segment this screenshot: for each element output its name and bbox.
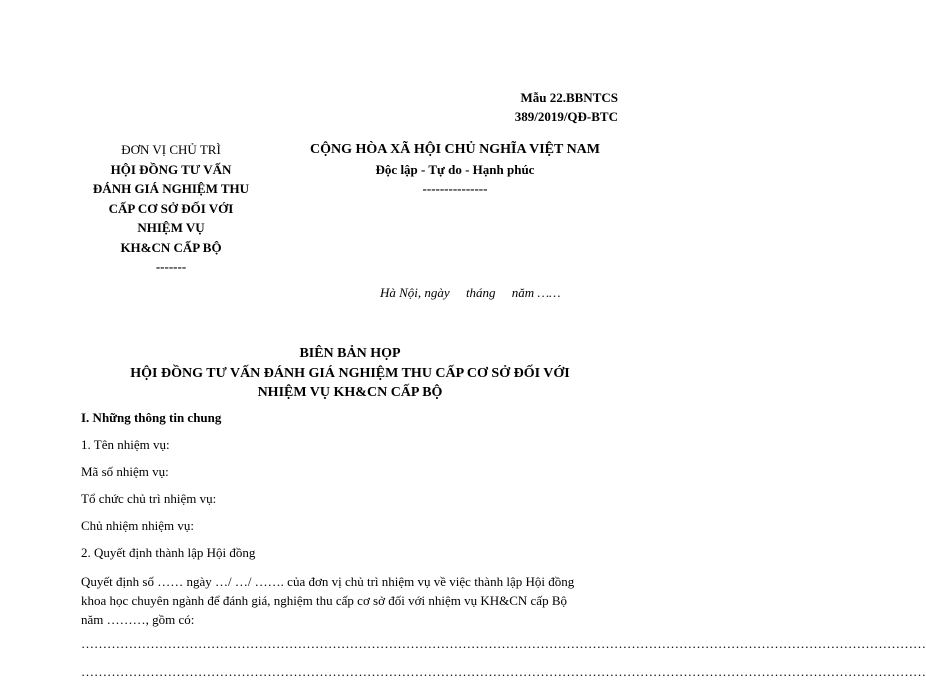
item-task-leader: Chủ nhiệm nhiệm vụ: bbox=[81, 518, 195, 533]
document-title-line3: NHIỆM VỤ KH&CN CẤP BỘ bbox=[257, 385, 443, 400]
document-title bbox=[80, 344, 620, 403]
org-line5: NHIỆM VỤ bbox=[137, 220, 205, 235]
dotted-line-1: …………………………………………………………………………………………………………………………………………………………………………… bbox=[81, 636, 926, 651]
item-decision: 2. Quyết định thành lập Hội đồng bbox=[81, 545, 256, 560]
date-line: Hà Nội, ngày tháng năm …… bbox=[380, 285, 561, 300]
decision-paragraph bbox=[81, 572, 621, 629]
national-rule: --------------- bbox=[422, 181, 488, 196]
national-title: CỘNG HÒA XÃ HỘI CHỦ NGHĨA VIỆT NAM bbox=[309, 142, 600, 157]
org-line6: KH&CN CẤP BỘ bbox=[120, 239, 222, 255]
national-motto: Độc lập - Tự do - Hạnh phúc bbox=[375, 161, 535, 177]
item-task-name: 1. Tên nhiệm vụ: bbox=[81, 437, 170, 452]
org-line1: ĐƠN VỊ CHỦ TRÌ bbox=[121, 142, 221, 157]
org-line4: CẤP CƠ SỞ ĐỐI VỚI bbox=[108, 200, 234, 216]
form-code-line2: 389/2019/QĐ-BTC bbox=[514, 109, 618, 124]
document-title-line1: BIÊN BẢN HỌP bbox=[299, 346, 401, 361]
org-line3: ĐÁNH GIÁ NGHIỆM THU bbox=[92, 181, 250, 196]
org-rule: ------- bbox=[155, 259, 187, 274]
item-host-org: Tổ chức chủ trì nhiệm vụ: bbox=[81, 491, 217, 506]
dotted-line-2: …………………………………………………………………………………………………………………………………………………………………………… bbox=[81, 664, 926, 679]
decision-paragraph-line2: khoa học chuyên ngành để đánh giá, nghiệm thu cấp cơ sở đối với nhiệm vụ KH&CN cấp Bộ bbox=[81, 593, 567, 608]
decision-paragraph-line3: năm ………, gồm có: bbox=[81, 612, 195, 627]
org-line2: HỘI ĐỒNG TƯ VẤN bbox=[110, 161, 232, 177]
org-header bbox=[60, 140, 282, 277]
national-header bbox=[270, 140, 640, 199]
decision-paragraph-line1: Quyết định số …… ngày …/ …/ ……. của đơn vị chủ trì nhiệm vụ về việc thành lập Hội đồng bbox=[81, 574, 575, 589]
item-task-code: Mã số nhiệm vụ: bbox=[81, 464, 169, 479]
document-title-line2: HỘI ĐỒNG TƯ VẤN ĐÁNH GIÁ NGHIỆM THU CẤP CƠ SỞ ĐỐI VỚI bbox=[130, 365, 570, 381]
form-code-line1: Mẫu 22.BBNTCS bbox=[520, 90, 618, 105]
section1-heading: I. Những thông tin chung bbox=[81, 410, 222, 425]
